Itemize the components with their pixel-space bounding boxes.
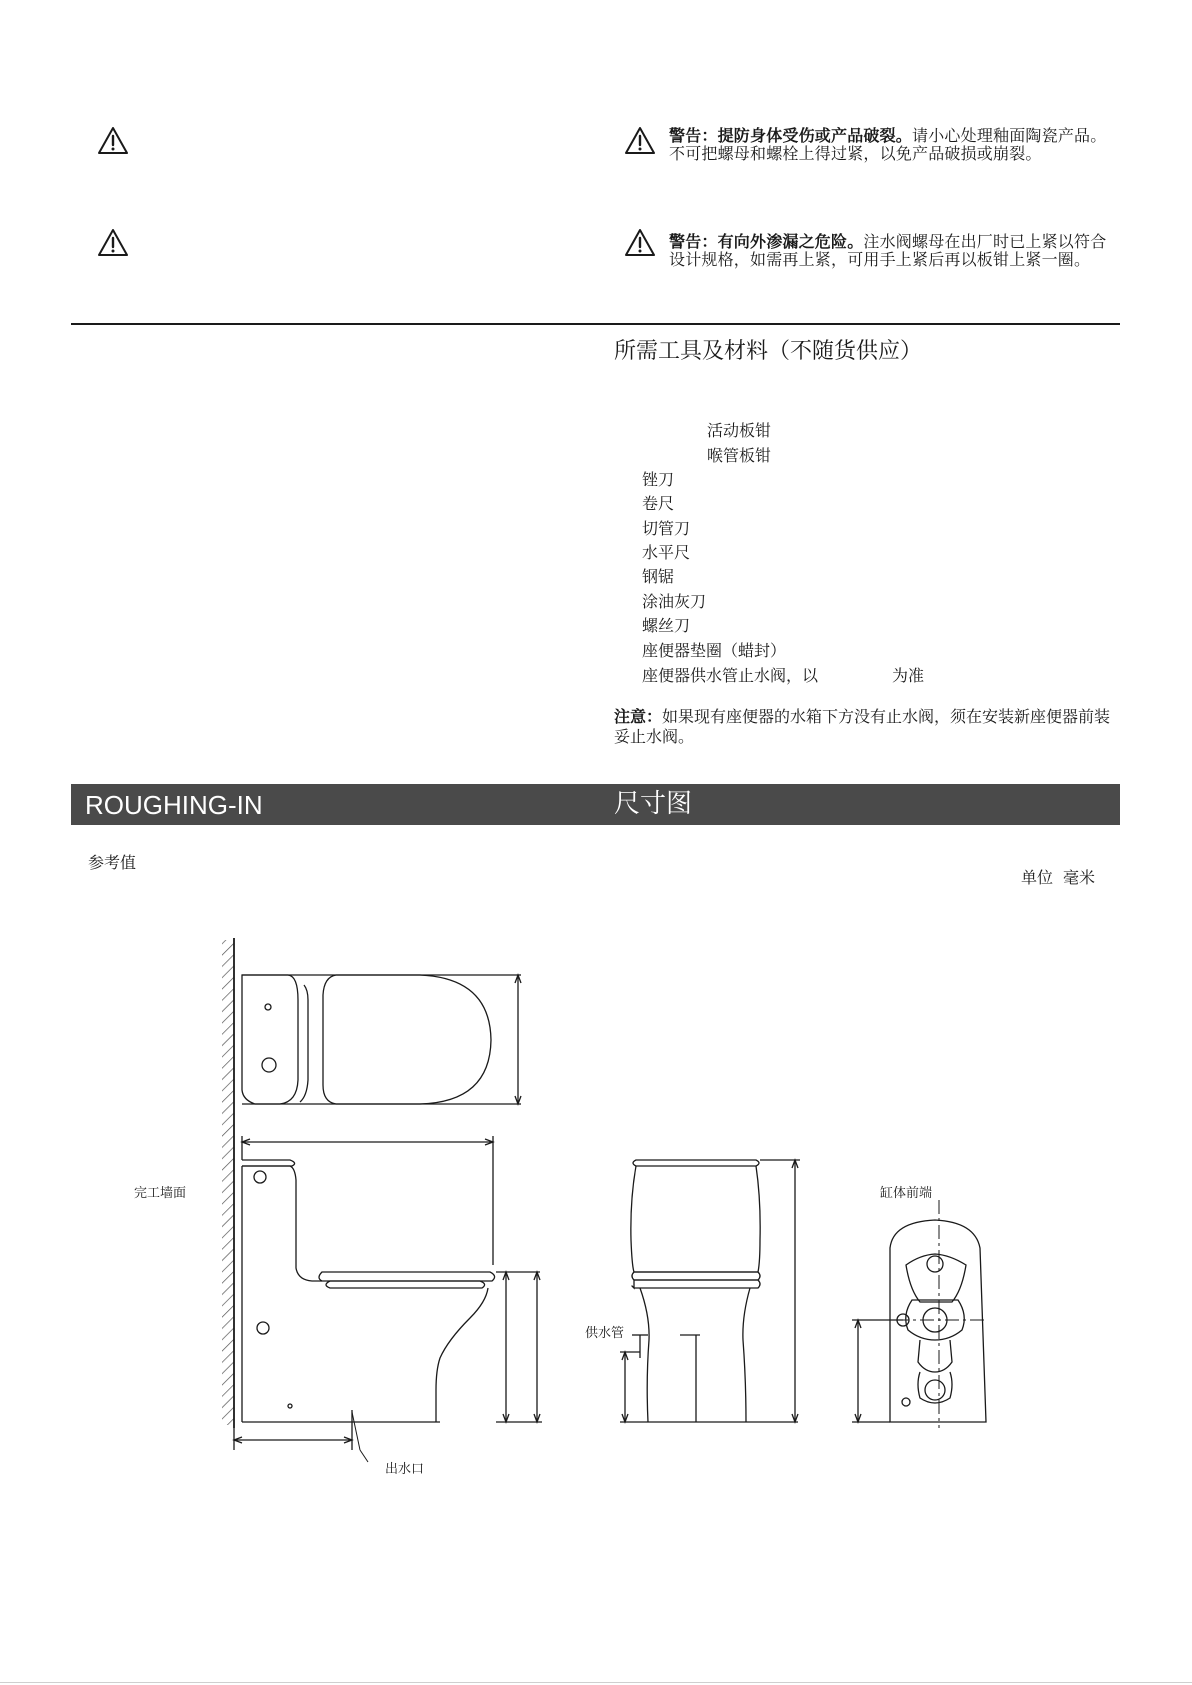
bowl-front-label: 缸体前端 <box>880 1186 933 1201</box>
warning-body: 请小心处理釉面陶瓷产品。不可把螺母和螺栓上得过紧，以免产品破损或崩裂。 <box>669 126 1107 163</box>
tool-item: 座便器垫圈（蜡封） <box>642 641 787 660</box>
tool-item: 涂油灰刀 <box>642 592 707 611</box>
finished-wall <box>222 938 234 1428</box>
tool-item: 卷尺 <box>642 494 675 513</box>
section-title-en: ROUGHING-IN <box>85 790 263 820</box>
tool-item: 钢锯 <box>642 567 675 586</box>
tool-item: 锉刀 <box>642 470 675 489</box>
supply-pipe-label: 供水管 <box>585 1326 625 1341</box>
finished-wall-label: 完工墙面 <box>134 1186 187 1201</box>
tool-item: 座便器供水管止水阀，以 <box>642 666 819 685</box>
front-view <box>620 1160 800 1422</box>
unit-value: 毫米 <box>1063 868 1096 887</box>
tool-item: 水平尺 <box>642 543 691 562</box>
tool-item: 喉管板钳 <box>707 446 772 465</box>
warning-body: 注水阀螺母在出厂时已上紧以符合设计规格，如需再上紧，可用手上紧后再以板钳上紧一圈。 <box>669 232 1107 269</box>
tools-title: 所需工具及材料（不随货供应） <box>614 339 923 364</box>
note-text: 如果现有座便器的水箱下方没有止水阀，须在安装新座便器前装妥止水阀。 <box>614 707 1111 746</box>
section-title-cn: 尺寸图 <box>614 789 693 819</box>
tool-item: 螺丝刀 <box>642 616 691 635</box>
page-bottom-rule <box>0 1682 1192 1683</box>
note-label: 注意： <box>614 707 663 726</box>
outlet-label: 出水口 <box>385 1462 425 1477</box>
reference-label: 参考值 <box>88 853 137 872</box>
tool-item: 切管刀 <box>642 519 691 538</box>
warning-title: 警告：有向外渗漏之危险。 <box>669 232 864 251</box>
tool-item: 为准 <box>892 666 925 685</box>
warning-title: 警告：提防身体受伤或产品破裂。 <box>669 126 913 145</box>
bottom-view <box>852 1200 986 1428</box>
side-view <box>234 1136 542 1462</box>
top-view <box>242 975 521 1104</box>
tool-item: 活动板钳 <box>707 421 772 440</box>
unit-label-text: 单位 <box>1021 868 1054 887</box>
